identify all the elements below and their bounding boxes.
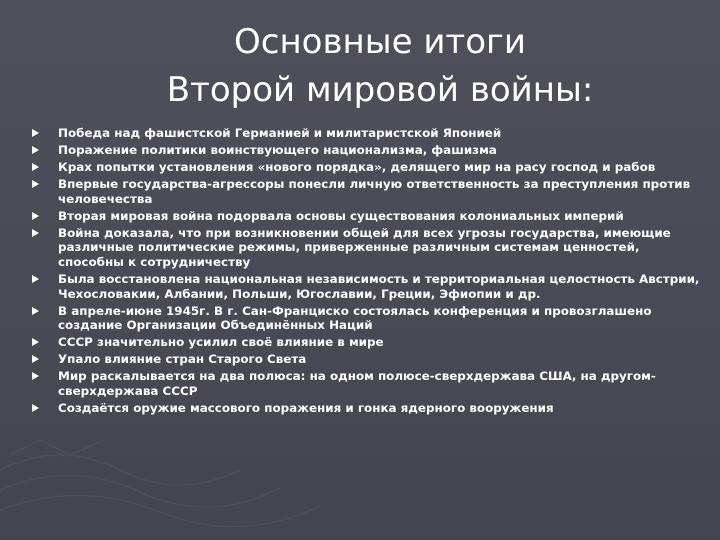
triangle-bullet-icon (32, 146, 39, 154)
triangle-bullet-icon (32, 229, 39, 237)
bullet-text: Вторая мировая война подорвала основы существования колониальных империй (58, 208, 624, 223)
bullet-item (30, 209, 702, 224)
bullet-item (30, 401, 702, 416)
bullet-item (30, 272, 702, 301)
bullet-text: Впервые государства-агрессоры понесли личную ответственность за преступления против человечества (58, 177, 691, 206)
bullet-item (30, 126, 702, 141)
bullet-text: Победа над фашистской Германией и милитаристской Японией (58, 126, 502, 140)
triangle-bullet-icon (32, 372, 39, 380)
bullet-text: СССР значительно усилил своё влияние в мире (58, 335, 384, 350)
bullet-item (30, 143, 702, 158)
bullet-text: Была восстановлена национальная независимость и территориальная целостность Австрии, Чехословакии, Албании, Польши, Югославии, Греции, Эфиопии и др. (58, 272, 700, 301)
bullet-list (30, 126, 702, 418)
triangle-bullet-icon (32, 355, 39, 363)
bullet-item (30, 369, 702, 398)
triangle-bullet-icon (32, 275, 39, 283)
triangle-bullet-icon (32, 404, 39, 412)
bullet-item (30, 160, 702, 175)
slide-title-line-1: Основные итоги (234, 22, 526, 62)
bullet-item (30, 226, 702, 270)
bullet-text: Мир раскалывается на два полюса: на одном полюсе-сверхдержава США, на другом-сверхдержава СССР (58, 369, 656, 398)
bullet-item (30, 304, 702, 333)
bullet-text: Война доказала, что при возникновении общей для всех угрозы государства, имеющие различные политические режимы, приверженные различным системам ценностей, способны к сотрудничеству (58, 225, 671, 269)
bullet-item (30, 352, 702, 367)
triangle-bullet-icon (32, 307, 39, 315)
triangle-bullet-icon (32, 180, 39, 188)
bullet-item (30, 335, 702, 350)
triangle-bullet-icon (32, 163, 39, 171)
bullet-text: В апреле-июне 1945г. В г. Сан-Франциско состоялась конференция и провозглашено создание Организации Объединённых Наций (58, 303, 652, 333)
triangle-bullet-icon (32, 338, 39, 346)
bullet-text: Поражение политики воинствующего национализма, фашизма (58, 143, 497, 158)
bullet-text: Упало влияние стран Старого Света (58, 352, 307, 367)
triangle-bullet-icon (32, 129, 39, 137)
slide-title-line-2: Второй мировой войны: (166, 70, 594, 110)
bullet-text: Создаётся оружие массового поражения и гонка ядерного вооружения (58, 401, 554, 416)
triangle-bullet-icon (32, 212, 39, 220)
slide-title (100, 18, 660, 114)
bullet-item (30, 177, 702, 206)
bullet-text: Крах попытки установления «нового порядка», делящего мир на расу господ и рабов (58, 160, 656, 175)
